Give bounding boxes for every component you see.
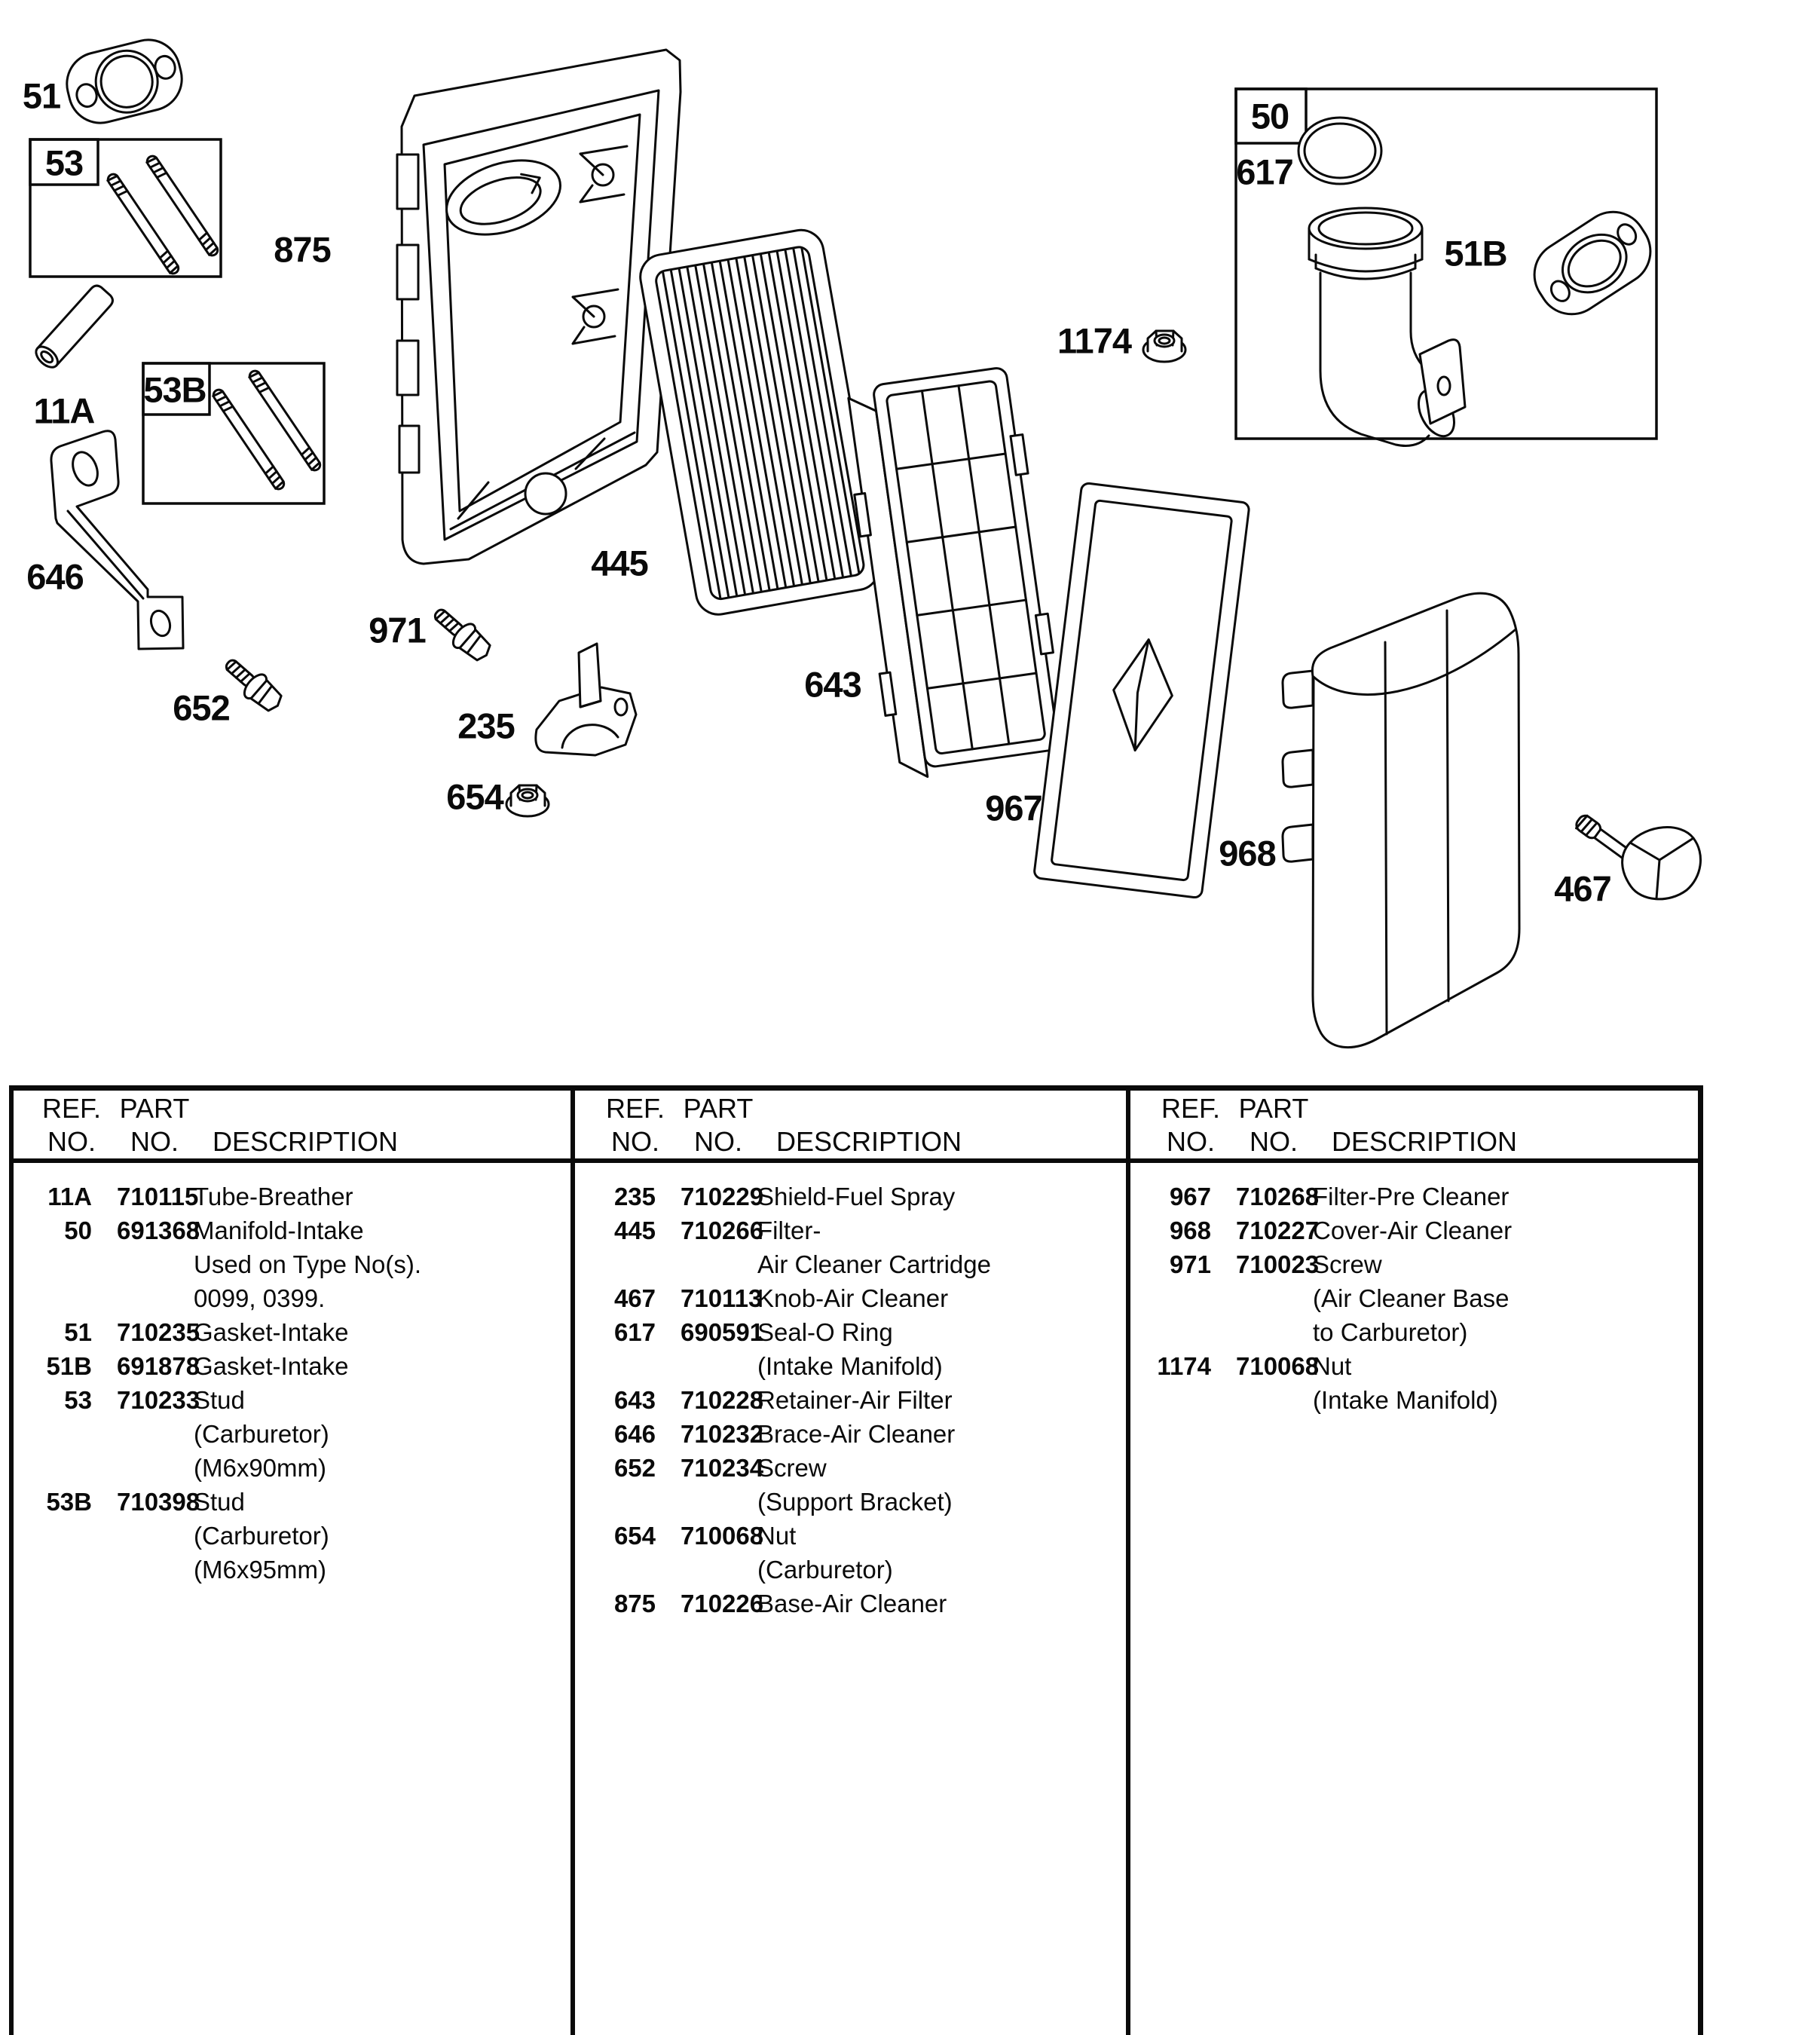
table-border-left — [9, 1085, 14, 2035]
description: (Carburetor) — [194, 1420, 329, 1448]
header-ref: REF. — [605, 1093, 665, 1124]
part-label-617: 617 — [1236, 151, 1293, 192]
part-no: 710229 — [681, 1183, 764, 1210]
table-row — [1134, 1213, 1684, 1247]
table-row — [1134, 1349, 1684, 1383]
ref-no: 51B — [46, 1352, 92, 1380]
part-no: 710232 — [681, 1420, 764, 1448]
table-header — [15, 1093, 565, 1161]
gasket-intake-51-drawing — [60, 33, 188, 130]
part-no: 690591 — [681, 1318, 764, 1346]
header-description: DESCRIPTION — [212, 1126, 399, 1157]
description: (Air Cleaner Base — [1313, 1284, 1510, 1312]
description: Screw — [757, 1454, 827, 1482]
description: Used on Type No(s). — [194, 1250, 422, 1278]
part-label-11A: 11A — [33, 390, 95, 431]
ref-no: 11A — [47, 1183, 92, 1210]
table-row — [579, 1485, 1129, 1519]
description: Nut — [757, 1522, 797, 1550]
table-row — [15, 1247, 565, 1281]
table-row — [579, 1213, 1129, 1247]
ref-no: 968 — [1169, 1216, 1211, 1244]
description: (Intake Manifold) — [1313, 1386, 1498, 1414]
description: Filter- — [757, 1216, 821, 1244]
description: Screw — [1313, 1250, 1382, 1278]
ref-no: 643 — [613, 1386, 656, 1414]
part-label-968: 968 — [1219, 833, 1276, 874]
part-no: 710228 — [681, 1386, 764, 1414]
description: Gasket-Intake — [194, 1352, 349, 1380]
table-divider-1 — [570, 1085, 575, 2035]
table-row — [579, 1247, 1129, 1281]
table-header — [1134, 1093, 1684, 1161]
part-label-467: 467 — [1554, 868, 1611, 909]
part-no: 710268 — [1236, 1183, 1320, 1210]
table-header — [579, 1093, 1129, 1161]
retainer-air-filter-643-drawing — [840, 366, 1068, 781]
base-air-cleaner-875-drawing — [397, 50, 681, 564]
header-part-no: NO. — [1249, 1126, 1298, 1157]
header-part-no: NO. — [130, 1126, 179, 1157]
table-row — [579, 1519, 1129, 1553]
part-no: 710068 — [1236, 1352, 1320, 1380]
description: Manifold-Intake — [194, 1216, 364, 1244]
ref-no: 53B — [46, 1488, 92, 1516]
table-row — [15, 1451, 565, 1485]
table-border-right — [1698, 1085, 1703, 2035]
parts-table — [0, 1085, 1820, 2035]
description: Knob-Air Cleaner — [757, 1284, 949, 1312]
ref-no: 652 — [613, 1454, 656, 1482]
part-label-875: 875 — [274, 229, 331, 270]
description: (Carburetor) — [194, 1522, 329, 1550]
filter-air-cleaner-cartridge-445-drawing — [637, 227, 882, 618]
table-row — [15, 1315, 565, 1349]
header-description: DESCRIPTION — [775, 1126, 962, 1157]
nut-654-drawing — [506, 785, 549, 816]
description: Stud — [194, 1386, 245, 1414]
part-label-53: 53 — [44, 142, 84, 183]
description: 0099, 0399. — [194, 1284, 326, 1312]
ref-no: 53 — [64, 1386, 92, 1414]
description: Filter-Pre Cleaner — [1313, 1183, 1510, 1210]
ref-no: 971 — [1169, 1250, 1211, 1278]
screw-971-drawing — [427, 601, 496, 666]
description: Nut — [1313, 1352, 1352, 1380]
table-row — [15, 1417, 565, 1451]
header-part: PART — [119, 1093, 190, 1124]
part-label-967: 967 — [985, 788, 1042, 828]
part-label-646: 646 — [26, 556, 84, 597]
description: Tube-Breather — [194, 1183, 353, 1210]
part-label-652: 652 — [173, 687, 230, 728]
header-part: PART — [1238, 1093, 1309, 1124]
part-no: 710227 — [1236, 1216, 1320, 1244]
part-no: 710235 — [117, 1318, 200, 1346]
description: (M6x90mm) — [194, 1454, 327, 1482]
part-no: 691368 — [117, 1216, 200, 1244]
table-row — [1134, 1180, 1684, 1213]
part-no: 710234 — [681, 1454, 764, 1482]
ref-no: 1174 — [1157, 1352, 1211, 1380]
table-row — [579, 1180, 1129, 1213]
ref-no: 50 — [64, 1216, 92, 1244]
table-row — [15, 1281, 565, 1315]
part-label-51B: 51B — [1444, 233, 1507, 274]
description: Shield-Fuel Spray — [757, 1183, 956, 1210]
part-label-643: 643 — [804, 664, 861, 705]
ref-no: 235 — [613, 1183, 656, 1210]
description: Seal-O Ring — [757, 1318, 893, 1346]
part-no: 710113 — [681, 1284, 763, 1312]
part-no: 710115 — [117, 1183, 199, 1210]
table-row — [15, 1485, 565, 1519]
description: Cover-Air Cleaner — [1313, 1216, 1513, 1244]
ref-no: 967 — [1169, 1183, 1211, 1210]
table-row — [15, 1383, 565, 1417]
table-row — [579, 1315, 1129, 1349]
header-ref: REF. — [1161, 1093, 1220, 1124]
brace-air-cleaner-646-drawing — [51, 431, 183, 649]
table-row — [1134, 1315, 1684, 1349]
table-row — [15, 1180, 565, 1213]
part-no: 710266 — [681, 1216, 764, 1244]
part-label-654: 654 — [446, 776, 503, 817]
ref-no: 875 — [613, 1590, 656, 1617]
table-row — [579, 1587, 1129, 1620]
table-row — [15, 1553, 565, 1587]
cover-air-cleaner-968-drawing — [1283, 593, 1519, 1047]
ref-no: 654 — [613, 1522, 656, 1550]
ref-no: 51 — [64, 1318, 92, 1346]
table-row — [579, 1281, 1129, 1315]
part-no: 710233 — [117, 1386, 200, 1414]
table-row — [579, 1553, 1129, 1587]
part-label-53B: 53B — [143, 369, 206, 410]
table-column-1 — [15, 1085, 565, 2035]
part-label-971: 971 — [369, 610, 426, 650]
part-label-50: 50 — [1250, 96, 1289, 136]
header-description: DESCRIPTION — [1331, 1126, 1518, 1157]
header-part: PART — [683, 1093, 754, 1124]
ref-no: 445 — [613, 1216, 656, 1244]
description: Gasket-Intake — [194, 1318, 349, 1346]
header-part-no: NO. — [693, 1126, 742, 1157]
table-row — [1134, 1247, 1684, 1281]
description: Stud — [194, 1488, 245, 1516]
manifold-intake-50-drawing — [1309, 208, 1465, 446]
table-row — [1134, 1281, 1684, 1315]
description: Retainer-Air Filter — [757, 1386, 953, 1414]
part-label-1174: 1174 — [1057, 320, 1131, 361]
tube-breather-11A-drawing — [32, 283, 115, 371]
table-row — [579, 1417, 1129, 1451]
description: (Carburetor) — [757, 1556, 893, 1584]
part-no: 710068 — [681, 1522, 764, 1550]
part-no: 710226 — [681, 1590, 764, 1617]
part-no: 691878 — [117, 1352, 200, 1380]
header-ref-no: NO. — [47, 1126, 96, 1157]
header-ref-no: NO. — [1166, 1126, 1215, 1157]
part-label-445: 445 — [591, 543, 648, 583]
table-column-2 — [579, 1085, 1129, 2035]
gasket-intake-51B-drawing — [1522, 199, 1663, 326]
table-row — [579, 1451, 1129, 1485]
description: Brace-Air Cleaner — [757, 1420, 956, 1448]
description: (Support Bracket) — [757, 1488, 953, 1516]
description: Air Cleaner Cartridge — [757, 1250, 991, 1278]
table-row — [1134, 1383, 1684, 1417]
part-no: 710398 — [117, 1488, 200, 1516]
header-ref: REF. — [41, 1093, 101, 1124]
filter-pre-cleaner-967-drawing — [1034, 482, 1250, 898]
header-ref-no: NO. — [610, 1126, 659, 1157]
table-row — [579, 1383, 1129, 1417]
part-label-51: 51 — [22, 75, 61, 116]
ref-no: 617 — [613, 1318, 656, 1346]
ref-no: 646 — [613, 1420, 656, 1448]
table-row — [579, 1349, 1129, 1383]
ref-no: 467 — [613, 1284, 656, 1312]
nut-1174-drawing — [1143, 331, 1185, 362]
shield-fuel-spray-235-drawing — [536, 644, 636, 755]
description: (Intake Manifold) — [757, 1352, 943, 1380]
seal-o-ring-617-drawing — [1298, 118, 1381, 184]
table-row — [15, 1349, 565, 1383]
description: to Carburetor) — [1313, 1318, 1468, 1346]
part-label-235: 235 — [457, 705, 515, 746]
description: Base-Air Cleaner — [757, 1590, 947, 1617]
table-column-3 — [1134, 1085, 1684, 2035]
description: (M6x95mm) — [194, 1556, 327, 1584]
table-row — [15, 1519, 565, 1553]
table-row — [15, 1213, 565, 1247]
part-no: 710023 — [1236, 1250, 1320, 1278]
